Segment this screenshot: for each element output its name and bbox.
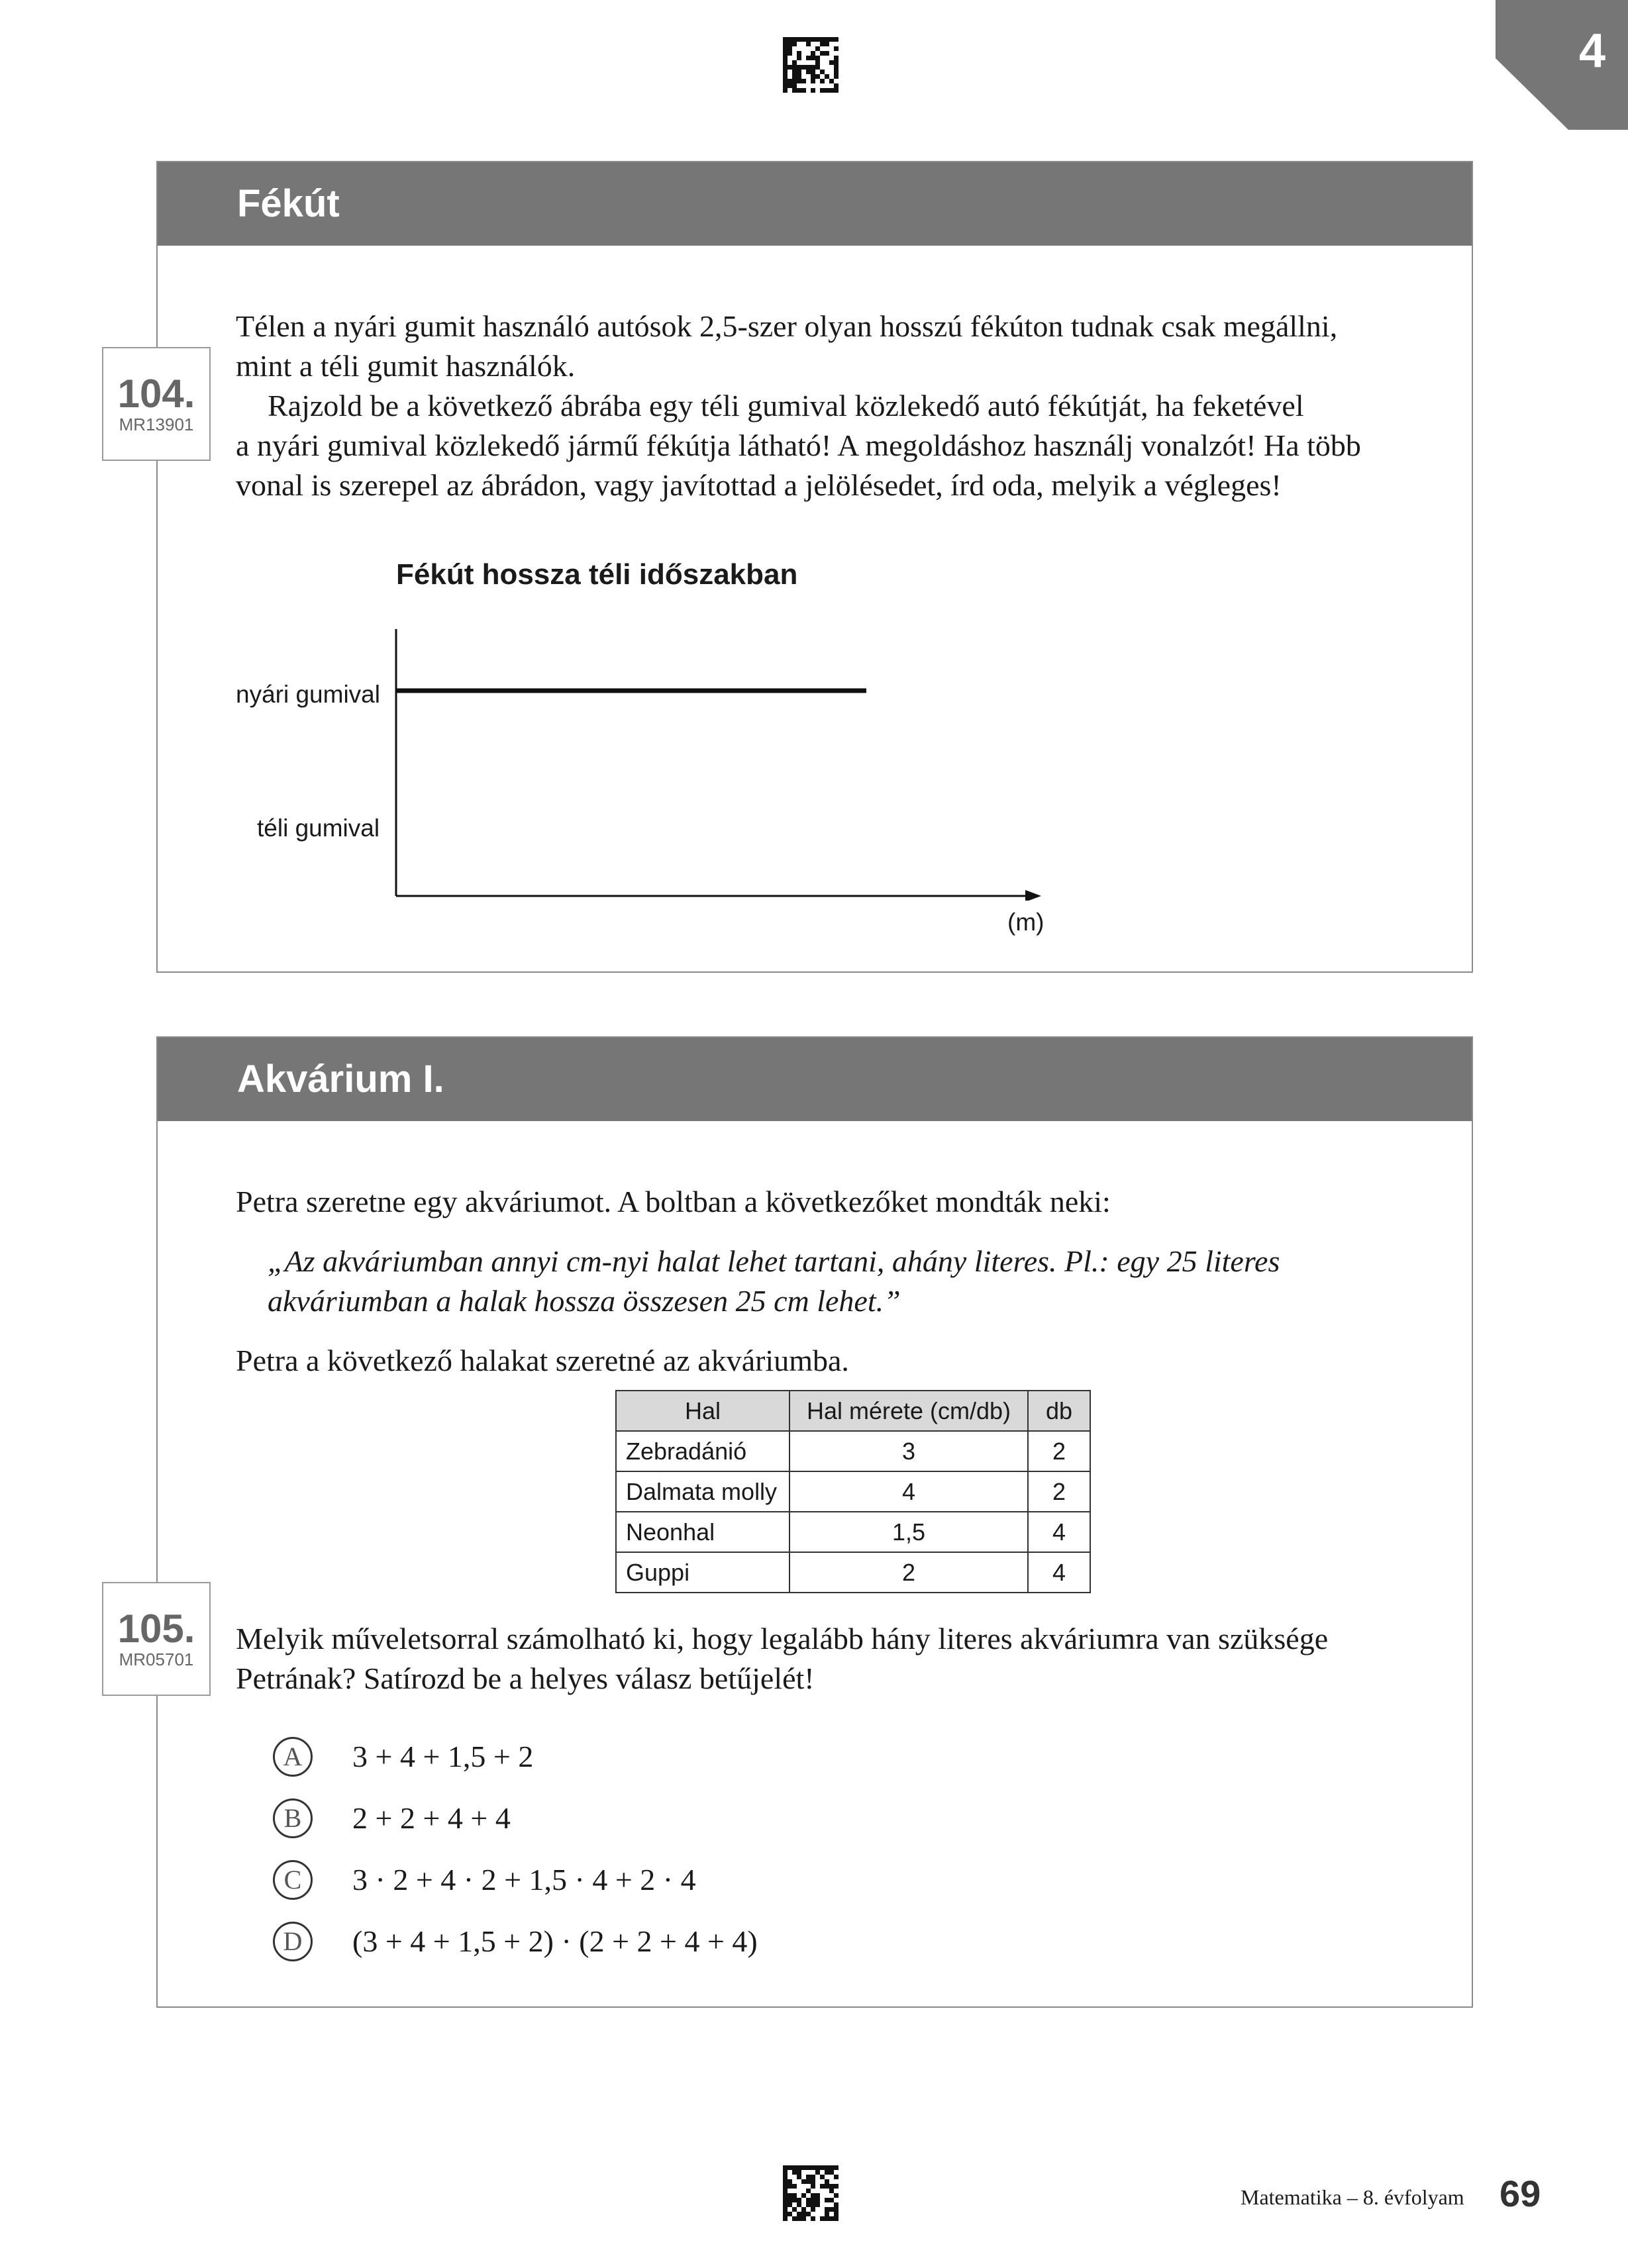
table-cell: 4	[1028, 1552, 1090, 1593]
task-104-title: Fékút	[158, 162, 1472, 246]
task-105-question-line-2: Petrának? Satírozd be a helyes válasz betűjelét!	[236, 1661, 815, 1695]
table-header: db	[1028, 1391, 1090, 1431]
task-105-intro-2: Petra a következő halakat szeretné az akváriumba.	[236, 1344, 849, 1377]
table-cell: Neonhal	[616, 1512, 789, 1552]
footer-title: Matematika – 8. évfolyam	[1241, 2185, 1464, 2209]
task-105-code: MR05701	[119, 1650, 194, 1669]
task-104-line-1: Télen a nyári gumit használó autósok 2,5-szer olyan hosszú fékúton tudnak csak megállni,	[236, 309, 1338, 343]
qr-code-bottom	[783, 2165, 839, 2221]
answer-circle-c[interactable]: C	[273, 1860, 313, 1900]
table-header: Hal mérete (cm/db)	[789, 1391, 1028, 1431]
task-104-line-5: vonal is szerepel az ábrádon, vagy javítottad a jelölésedet, írd oda, melyik a végleges!	[236, 468, 1282, 502]
task-104-line-3: Rajzold be a következő ábrába egy téli gumival közlekedő autó fékútját, ha feketével	[268, 389, 1304, 422]
task-104-line-2: mint a téli gumit használók.	[236, 349, 576, 383]
task-105-number-box	[102, 1582, 211, 1696]
task-105-quote-line-1: „Az akváriumban annyi cm-nyi halat lehet tartani, ahány literes. Pl.: egy 25 literes	[268, 1244, 1280, 1278]
answer-text-a: 3 + 4 + 1,5 + 2	[352, 1740, 534, 1773]
table-cell: 2	[1028, 1471, 1090, 1512]
table-cell: 4	[1028, 1512, 1090, 1552]
task-104-text	[236, 307, 1468, 505]
chart-label-summer-tyre: nyári gumival	[236, 681, 380, 708]
braking-distance-chart[interactable]	[371, 622, 1046, 901]
task-105-title: Akvárium I.	[158, 1038, 1472, 1121]
task-105-number: 105.	[117, 1606, 195, 1651]
chart-x-unit: (m)	[1007, 909, 1044, 936]
answer-circle-b[interactable]: B	[273, 1799, 313, 1838]
answer-circle-d[interactable]: D	[273, 1922, 313, 1961]
task-105-question-line-1: Melyik műveletsorral számolható ki, hogy legalább hány literes akváriumra van szüksége	[236, 1622, 1329, 1655]
task-105-intro: Petra szeretne egy akváriumot. A boltban a következőket mondták neki:	[236, 1185, 1111, 1218]
table-cell: Dalmata molly	[616, 1471, 789, 1512]
task-105-question	[236, 1619, 1468, 1699]
table-cell: 2	[1028, 1431, 1090, 1471]
answer-text-b: 2 + 2 + 4 + 4	[352, 1801, 511, 1835]
table-cell: 4	[789, 1471, 1028, 1512]
chapter-number: 4	[1578, 25, 1605, 77]
table-cell: Zebradánió	[616, 1431, 789, 1471]
answer-text-c: 3 · 2 + 4 · 2 + 1,5 · 4 + 2 · 4	[352, 1863, 696, 1897]
table-row	[616, 1431, 1090, 1471]
table-cell: 3	[789, 1431, 1028, 1471]
task-104-number-box	[102, 347, 211, 461]
table-header: Hal	[616, 1391, 789, 1431]
task-104-line-4: a nyári gumival közlekedő jármű fékútja látható! A megoldáshoz használj vonalzót! Ha több	[236, 428, 1361, 462]
task-104-number: 104.	[117, 371, 195, 416]
table-row	[616, 1471, 1090, 1512]
answer-text-d: (3 + 4 + 1,5 + 2) · (2 + 2 + 4 + 4)	[352, 1924, 758, 1958]
chapter-tab	[1496, 0, 1628, 130]
chart-title: Fékút hossza téli időszakban	[396, 558, 798, 591]
table-cell: Guppi	[616, 1552, 789, 1593]
page-number: 69	[1500, 2173, 1541, 2214]
task-105-quote	[268, 1242, 1447, 1321]
answer-circle-a[interactable]: A	[273, 1737, 313, 1777]
table-cell: 1,5	[789, 1512, 1028, 1552]
qr-code-top	[783, 37, 839, 93]
task-104-code: MR13901	[119, 415, 194, 434]
chart-x-axis-arrow	[1025, 890, 1041, 901]
fish-table	[615, 1390, 1091, 1593]
table-row	[616, 1512, 1090, 1552]
task-105-quote-line-2: akváriumban a halak hossza összesen 25 cm lehet.”	[268, 1284, 901, 1318]
table-row	[616, 1552, 1090, 1593]
chart-label-winter-tyre: téli gumival	[257, 814, 380, 842]
table-cell: 2	[789, 1552, 1028, 1593]
